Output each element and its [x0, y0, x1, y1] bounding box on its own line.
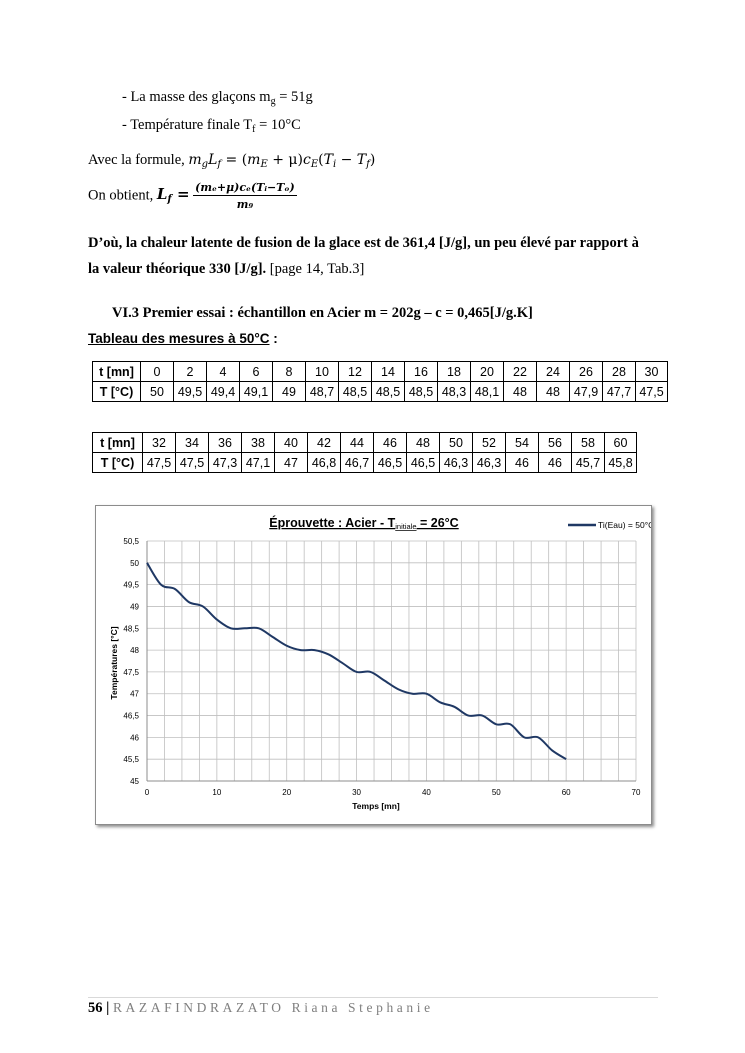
table-row-time — [93, 362, 668, 382]
table-cell-time: 46 — [374, 433, 407, 453]
table-cell-temperature: 47,5 — [143, 453, 176, 473]
formula-line-2: On obtient, $L_f$ = $\frac{\text{(mₑ+μ)cₑ(Tᵢ−Tₒ)}}{\text{m₉}}$ — [88, 181, 295, 211]
table-cell-temperature: 49,5 — [174, 382, 207, 402]
y-axis-label: Températures [°C] — [109, 626, 119, 700]
table-cell-temperature: 49,1 — [240, 382, 273, 402]
table-cell-time: 18 — [438, 362, 471, 382]
table-cell-temperature: 48,7 — [306, 382, 339, 402]
formula-latent-heat: $L_f$ = — [156, 185, 190, 206]
table-cell-temperature: 46,5 — [407, 453, 440, 473]
table-cell-time: 60 — [605, 433, 637, 453]
table-cell-time: 4 — [207, 362, 240, 382]
table-cell-temperature: 47,9 — [570, 382, 603, 402]
y-tick-label: 47,5 — [123, 667, 139, 677]
bullet-ice-mass: - La masse des glaçons $m_g = 51g$ — [122, 89, 313, 107]
table-row-temperature — [93, 382, 668, 402]
legend-label: Ti(Eau) = 50°C — [598, 520, 651, 530]
table-cell-temperature: 49,4 — [207, 382, 240, 402]
measurements-table-1 — [92, 361, 668, 402]
table-cell-time: 12 — [339, 362, 372, 382]
table-cell-time: 20 — [471, 362, 504, 382]
table-cell-time: 34 — [176, 433, 209, 453]
y-tick-label: 49 — [130, 602, 139, 612]
table-cell-temperature: 46,8 — [308, 453, 341, 473]
table-cell-temperature: 46,3 — [440, 453, 473, 473]
section-heading: VI.3 Premier essai : échantillon en Acier m = 202g – c = 0,465[J/g.K] — [112, 305, 533, 321]
table-cell-temperature: 46 — [539, 453, 572, 473]
formula-energy-balance: $m_gL_f = (m_E + \mu)c_E(T_i - T_f)$ — [188, 152, 376, 170]
table-row-time — [93, 433, 637, 453]
table-cell-temperature: 47,3 — [209, 453, 242, 473]
table-cell-time: 36 — [209, 433, 242, 453]
table-cell-temperature: 46,7 — [341, 453, 374, 473]
table-cell-temperature: 47 — [275, 453, 308, 473]
table-cell-temperature: 45,8 — [605, 453, 637, 473]
y-tick-label: 45 — [130, 777, 139, 786]
table-cell-temperature: 47,1 — [242, 453, 275, 473]
y-tick-label: 50,5 — [123, 537, 139, 546]
x-tick-label: 30 — [352, 788, 362, 797]
table-cell-temperature: 49 — [273, 382, 306, 402]
table-cell-time: 38 — [242, 433, 275, 453]
table-cell-temperature: 48,3 — [438, 382, 471, 402]
page-footer: 56 | RAZAFINDRAZATO Riana Stephanie — [88, 1000, 434, 1016]
table-cell-time: 30 — [636, 362, 668, 382]
table-cell-temperature: 48,5 — [372, 382, 405, 402]
table-cell-time: 22 — [504, 362, 537, 382]
table-cell-temperature: 48 — [537, 382, 570, 402]
table-cell-temperature: 48,5 — [339, 382, 372, 402]
table-cell-temperature: 47,7 — [603, 382, 636, 402]
table-cell-time: 10 — [306, 362, 339, 382]
table-cell-time: 40 — [275, 433, 308, 453]
table-cell-time: 48 — [407, 433, 440, 453]
x-tick-label: 20 — [282, 788, 292, 797]
chart-svg — [96, 506, 651, 824]
y-tick-label: 50 — [130, 558, 139, 568]
y-tick-label: 47 — [130, 689, 139, 699]
table-cell-time: 54 — [506, 433, 539, 453]
table-cell-temperature: 46,3 — [473, 453, 506, 473]
table-cell-time: 44 — [341, 433, 374, 453]
table-cell-time: 14 — [372, 362, 405, 382]
table-cell-temperature: 45,7 — [572, 453, 605, 473]
header-temperature: T [°C) — [93, 453, 143, 473]
table-cell-temperature: 50 — [141, 382, 174, 402]
table-row-temperature — [93, 453, 637, 473]
y-tick-label: 46,5 — [123, 711, 139, 721]
x-tick-label: 10 — [212, 788, 222, 797]
table-cell-temperature: 48,1 — [471, 382, 504, 402]
table-cell-time: 56 — [539, 433, 572, 453]
table-cell-time: 6 — [240, 362, 273, 382]
formula-fraction: $\frac{\text{(mₑ+μ)cₑ(Tᵢ−Tₒ)}}{\text{m₉}}$ — [195, 181, 295, 211]
y-tick-label: 46 — [130, 733, 139, 743]
formula-line-1: Avec la formule, $m_gL_f = (m_E + \mu)c_E(T_i - T_f)$ — [88, 152, 376, 170]
table-cell-temperature: 46 — [506, 453, 539, 473]
table-cell-time: 2 — [174, 362, 207, 382]
table-cell-temperature: 48,5 — [405, 382, 438, 402]
table-cell-temperature: 48 — [504, 382, 537, 402]
conclusion-paragraph: D’où, la chaleur latente de fusion de la glace est de 361,4 [J/g], un peu élevé par rapport à la valeur théorique 330 [J/g]. [page 14, Tab.3] — [88, 235, 639, 277]
footer-divider — [88, 997, 658, 998]
table-cell-time: 0 — [141, 362, 174, 382]
table-cell-time: 16 — [405, 362, 438, 382]
page-number: 56 — [88, 1000, 103, 1016]
chart-title: Éprouvette : Acier - Tinitiale = 26°C — [269, 516, 459, 531]
bullet-final-temperature: - Température finale $T_f = 10^\circ C$ — [122, 117, 301, 135]
table-cell-time: 28 — [603, 362, 636, 382]
header-temperature: T [°C) — [93, 382, 141, 402]
table-cell-time: 52 — [473, 433, 506, 453]
y-tick-label: 49,5 — [123, 580, 139, 590]
table-cell-time: 58 — [572, 433, 605, 453]
author-name: RAZAFINDRAZATO Riana Stephanie — [112, 1000, 434, 1015]
table-cell-time: 8 — [273, 362, 306, 382]
table-cell-temperature: 46,5 — [374, 453, 407, 473]
x-tick-label: 50 — [491, 788, 501, 797]
header-time: t [mn] — [93, 362, 141, 382]
table-cell-time: 24 — [537, 362, 570, 382]
y-tick-label: 45,5 — [123, 755, 139, 765]
table-cell-temperature: 47,5 — [176, 453, 209, 473]
temperature-chart — [95, 505, 652, 825]
x-tick-label: 0 — [144, 788, 150, 797]
table-title: Tableau des mesures à 50°C : — [88, 331, 278, 346]
x-tick-label: 60 — [561, 788, 571, 797]
x-tick-label: 40 — [421, 788, 431, 797]
y-tick-label: 48 — [130, 646, 139, 656]
header-time: t [mn] — [93, 433, 143, 453]
y-tick-label: 48,5 — [123, 624, 139, 634]
measurements-table-2 — [92, 432, 637, 473]
table-cell-time: 26 — [570, 362, 603, 382]
table-cell-time: 50 — [440, 433, 473, 453]
table-cell-time: 32 — [143, 433, 176, 453]
x-tick-label: 70 — [631, 788, 641, 797]
table-cell-temperature: 47,5 — [636, 382, 668, 402]
x-axis-label: Temps [mn] — [352, 801, 400, 811]
table-cell-time: 42 — [308, 433, 341, 453]
